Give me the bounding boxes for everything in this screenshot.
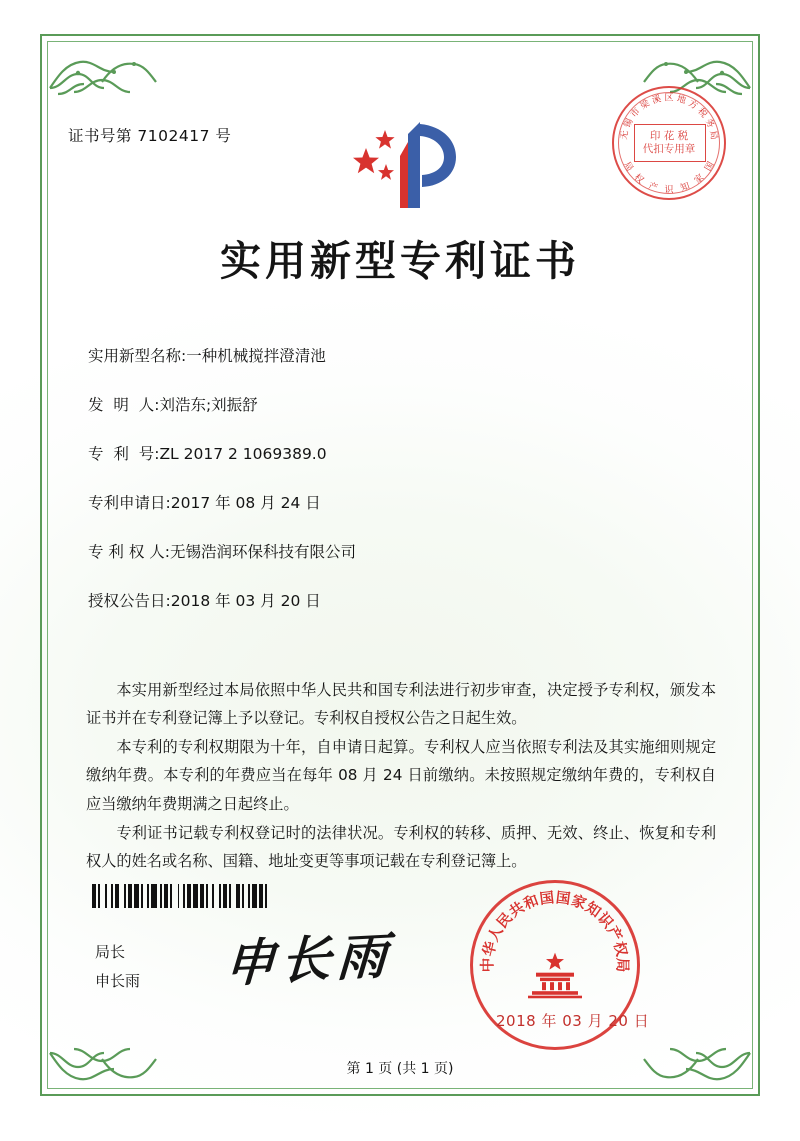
field-value-patentee: 无锡浩润环保科技有限公司 [170, 542, 357, 561]
tax-stamp-text [634, 125, 704, 161]
page-title: 实用新型专利证书 [220, 237, 580, 285]
barcode-bar [124, 884, 126, 908]
barcode-bar [170, 884, 172, 908]
barcode-bar [178, 884, 180, 908]
barcode-bar [219, 884, 221, 908]
field-value-inventor: 刘浩东;刘振舒 [159, 395, 258, 414]
body-text [86, 676, 716, 876]
arc-char: 局 [613, 957, 631, 973]
barcode-bar [111, 884, 113, 908]
barcode-bar [134, 884, 140, 908]
arc-char: 产 [603, 923, 626, 945]
tax-stamp-line2: 代扣专用章 [642, 143, 696, 155]
arc-char: 区 [664, 93, 674, 104]
body-paragraph-1: 本实用新型经过本局依照中华人民共和国专利法进行初步审查，决定授予专利权，颁发本证书并在专利登记簿上予以登记。专利权自授权公告之日起生效。 [86, 681, 716, 728]
field-label-patentee: 专 利 权 人: [88, 542, 171, 561]
director-title-label: 局长 [95, 943, 126, 961]
arc-char: 梁 [638, 98, 652, 112]
barcode-bar [187, 884, 191, 908]
arc-char: 溪 [651, 94, 663, 107]
certificate-number: 证书号第 7102417 号 [68, 127, 232, 145]
arc-char: 华 [479, 939, 500, 959]
signature-block [95, 938, 140, 995]
corner-ornament-top-left [44, 38, 162, 100]
field-label-inventor: 发 明 人: [88, 395, 160, 414]
barcode-bar [98, 884, 100, 908]
barcode-bar [242, 884, 244, 908]
field-value-utility-model-name: 一种机械搅拌澄清池 [186, 347, 326, 365]
arc-char: 方 [686, 98, 700, 112]
arc-char: 市 [629, 106, 643, 120]
field-row [88, 394, 708, 416]
tax-stamp-line1: 印 花 税 [649, 129, 689, 142]
field-row [88, 492, 708, 514]
tiananmen-emblem-icon [524, 952, 586, 998]
barcode-bar [92, 884, 96, 908]
field-label-utility-model-name: 实用新型名称: [88, 347, 187, 365]
barcode-bar [147, 884, 149, 908]
field-label-application-date: 专利申请日: [88, 493, 171, 512]
barcode-bar [248, 884, 250, 908]
barcode-bar [206, 884, 208, 908]
arc-char: 和 [521, 891, 542, 913]
arc-char: 局 [621, 160, 635, 174]
field-row [88, 541, 708, 563]
barcode-bar [252, 884, 258, 908]
barcode-bar [128, 884, 132, 908]
handwritten-signature: 申长雨 [223, 925, 395, 994]
arc-char: 产 [646, 181, 659, 194]
arc-char: 识 [664, 185, 674, 196]
arc-char: 共 [506, 898, 528, 921]
barcode-bar [105, 884, 107, 908]
field-row [88, 590, 708, 612]
page-footer: 第 1 页 (共 1 页) [346, 1061, 454, 1077]
body-paragraph-3: 专利证书记载专利权登记时的法律状况。专利权的转移、质押、无效、终止、恢复和专利权人的姓名或名称、国籍、地址变更等事项记载在专利登记簿上。 [86, 823, 716, 870]
barcode-bar [164, 884, 168, 908]
arc-char: 知 [679, 181, 692, 194]
field-label-patent-number: 专 利 号: [88, 444, 160, 463]
barcode-bar [200, 884, 204, 908]
seal-date: 2018 年 03 月 20 日 [496, 1012, 650, 1030]
arc-char: 知 [582, 898, 604, 921]
barcode-bar [141, 884, 143, 908]
cnipa-logo-icon [352, 112, 462, 214]
barcode-bar [229, 884, 231, 908]
barcode-bar [212, 884, 214, 908]
field-list [88, 345, 708, 639]
arc-char: 权 [631, 172, 646, 187]
field-row [88, 345, 708, 367]
field-row [88, 443, 708, 465]
barcode-bar [265, 884, 267, 908]
arc-char: 人 [484, 923, 507, 945]
arc-char: 国 [554, 889, 572, 908]
patent-barcode [92, 884, 271, 908]
field-label-grant-announcement-date: 授权公告日: [88, 591, 171, 610]
barcode-bar [193, 884, 199, 908]
field-value-patent-number: ZL 2017 2 1069389.0 [159, 444, 327, 463]
arc-char: 国 [538, 889, 556, 908]
arc-char: 无 [619, 129, 631, 141]
arc-char: 中 [479, 957, 497, 973]
arc-char: 地 [675, 94, 687, 107]
barcode-bar [236, 884, 240, 908]
arc-char: 税 [695, 106, 709, 120]
barcode-bar [259, 884, 263, 908]
arc-char: 务 [702, 117, 716, 130]
arc-char: 锡 [622, 117, 636, 130]
director-name: 申长雨 [95, 971, 141, 990]
arc-char: 家 [692, 172, 707, 187]
arc-char: 权 [610, 939, 631, 959]
barcode-bar [115, 884, 119, 908]
arc-char: 识 [593, 909, 617, 932]
body-paragraph-2: 本专利的专利权期限为十年，自申请日起算。专利权人应当依照专利法及其实施细则规定缴纳年费。本专利的年费应当在每年 08 月 24 日前缴纳。未按照规定缴纳年费的，专利权自应当缴纳年费期满之日起终止。 [86, 738, 716, 813]
arc-char: 民 [493, 909, 517, 932]
field-value-grant-announcement-date: 2018 年 03 月 20 日 [170, 591, 321, 610]
arc-char: 局 [707, 129, 719, 141]
barcode-bar [160, 884, 162, 908]
barcode-bar [183, 884, 185, 908]
field-value-application-date: 2017 年 08 月 24 日 [170, 493, 321, 512]
arc-char: 国 [703, 160, 717, 174]
tax-stamp [612, 86, 726, 200]
arc-char: 家 [568, 891, 589, 913]
barcode-bar [223, 884, 227, 908]
barcode-bar [151, 884, 157, 908]
